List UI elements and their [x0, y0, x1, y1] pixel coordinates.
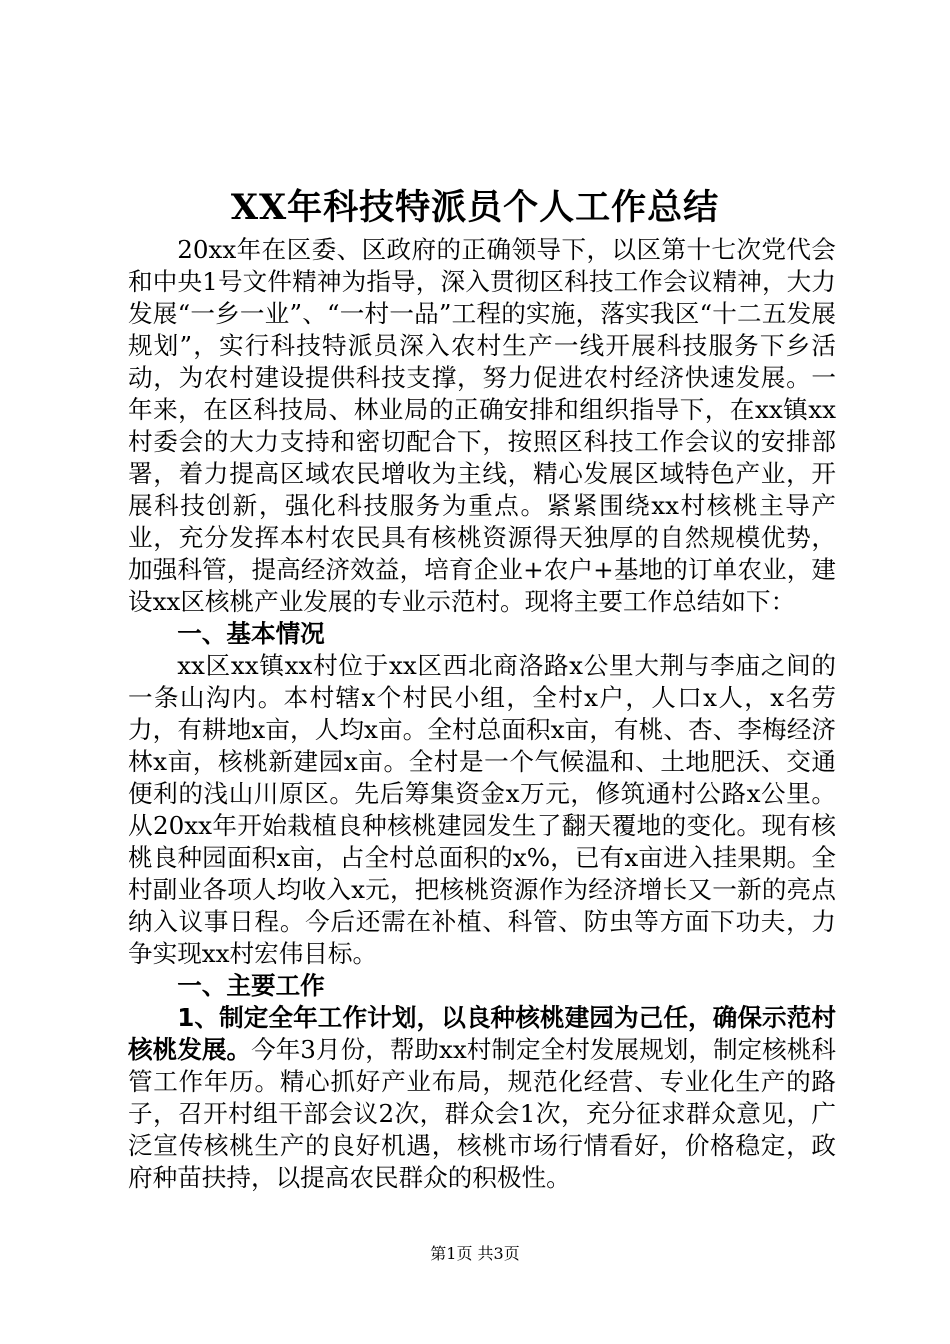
main-work-item-1 [128, 1002, 836, 1194]
item-1-lead: 1、制定全年工作计划，以良种核桃建园为己任，确保示范村核桃发展。 [128, 1003, 836, 1064]
section-heading-basic-situation: 一、基本情况 [177, 619, 325, 648]
page-footer: 第1页 共3页 [430, 1244, 520, 1263]
page-title: XX年科技特派员个人工作总结 [230, 187, 720, 228]
document-body [128, 234, 836, 1194]
section-heading-main-work: 一、主要工作 [177, 971, 325, 1000]
intro-paragraph: 20xx年在区委、区政府的正确领导下，以区第十七次党代会和中央1号文件精神为指导，深入贯彻区科技工作会议精神，大力发展“一乡一业”、“一村一品”工程的实施，落实我区“十二五发展规划”，实行科技特派员深入农村生产一线开展科技服务下乡活动，为农村建设提供科技支撑，努力促进农村经济快速发展。一年来，在区科技局、林业局的正确安排和组织指导下，在xx镇xx村委会的大力支持和密切配合下，按照区科技工作会议的安排部署，着力提高区域农民增收为主线，精心发展区域特色产业，开展科技创新，强化科技服务为重点。紧紧围绕xx村核桃主导产业，充分发挥本村农民具有核桃资源得天独厚的自然规模优势，加强科管，提高经济效益，培育企业+农户+基地的订单农业，建设xx区核桃产业发展的专业示范村。现将主要工作总结如下： [128, 235, 836, 616]
basic-situation-paragraph: xx区xx镇xx村位于xx区西北商洛路x公里大荆与李庙之间的一条山沟内。本村辖x个村民小组，全村x户，人口x人，x名劳力，有耕地x亩，人均x亩。全村总面积x亩，有桃、杏、李梅经济林x亩，核桃新建园x亩。全村是一个气候温和、土地肥沃、交通便利的浅山川原区。先后筹集资金x万元，修筑通村公路x公里。从20xx年开始栽植良种核桃建园发生了翻天覆地的变化。现有核桃良种园面积x亩，占全村总面积的x%，已有x亩进入挂果期。全村副业各项人均收入x元，把核桃资源作为经济增长又一新的亮点纳入议事日程。今后还需在补植、科管、防虫等方面下功夫，力争实现xx村宏伟目标。 [128, 651, 836, 968]
item-1-body: 今年3月份，帮助xx村制定全村发展规划，制定核桃科管工作年历。精心抓好产业布局，规范化经营、专业化生产的路子，召开村组干部会议2次，群众会1次，充分征求群众意见，广泛宣传核桃生产的良好机遇，核桃市场行情看好，价格稳定，政府种苗扶持，以提高农民群众的积极性。 [128, 1035, 836, 1192]
